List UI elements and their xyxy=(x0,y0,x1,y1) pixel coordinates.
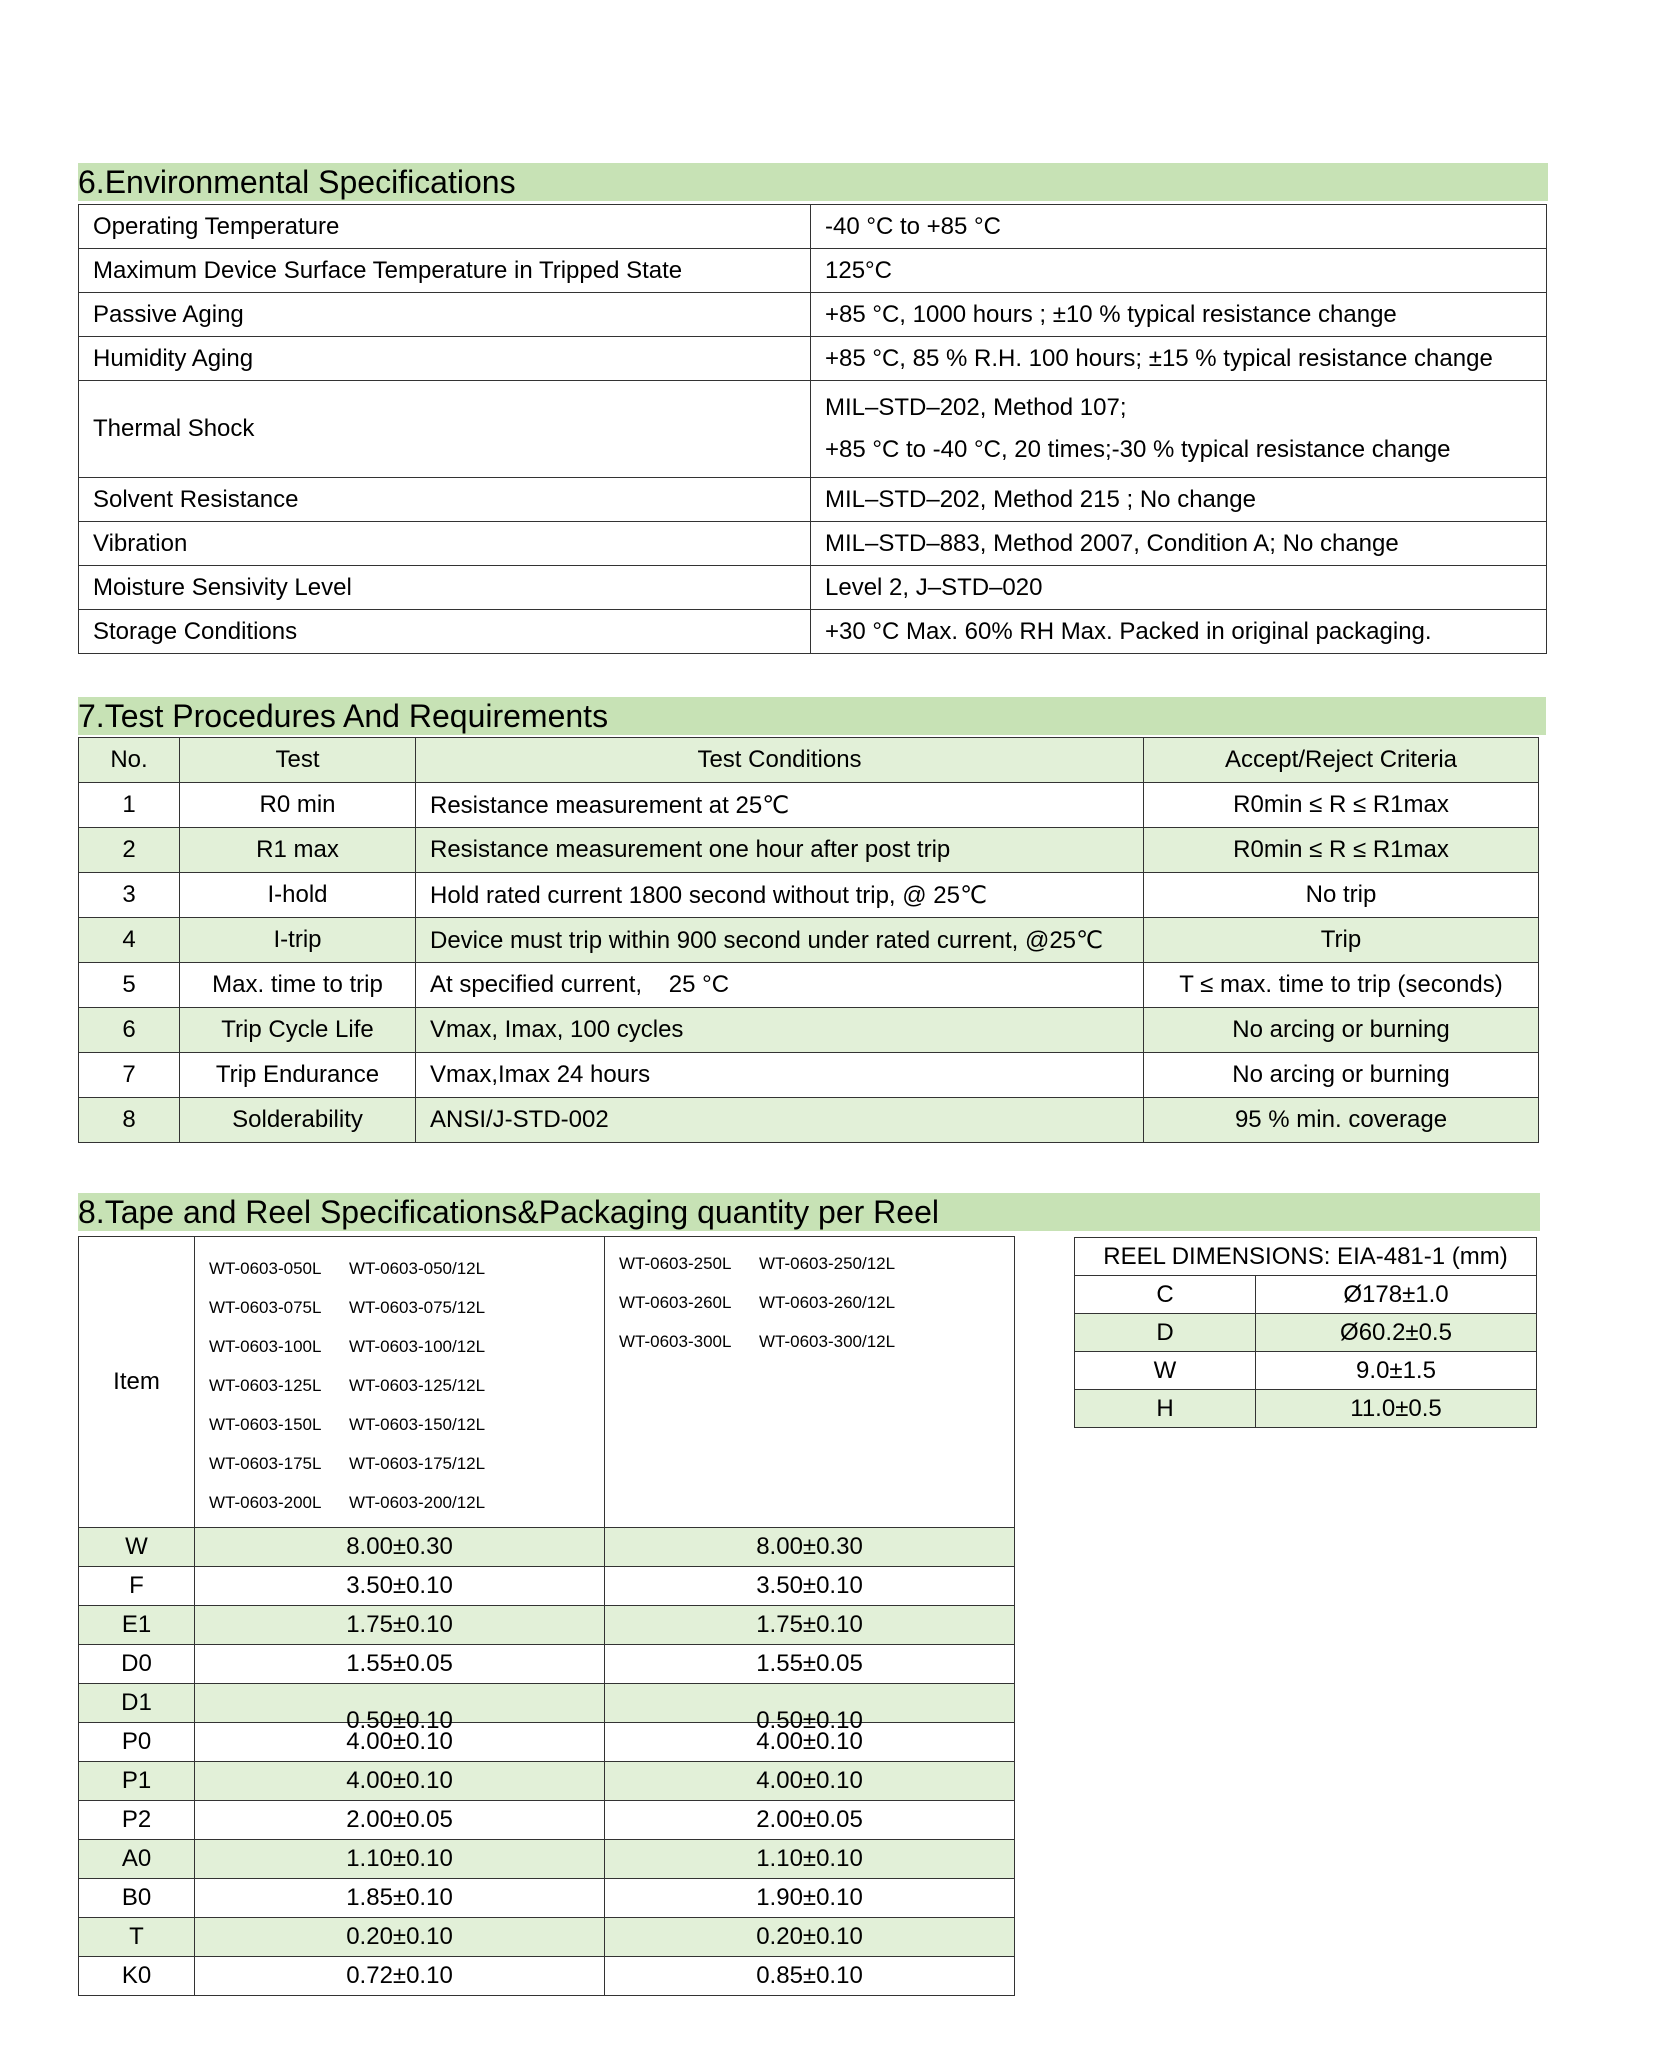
env-spec-table xyxy=(78,204,1547,654)
model-code: WT-0603-300L xyxy=(619,1332,732,1351)
env-param: Vibration xyxy=(79,522,811,566)
model-code: WT-0603-200/12L xyxy=(349,1493,486,1512)
env-value xyxy=(811,381,1547,478)
tape-value-b xyxy=(605,1684,1015,1734)
table-row xyxy=(79,1723,1015,1762)
tape-value-a: 0.72±0.10 xyxy=(195,1957,605,1996)
table-row xyxy=(79,1528,1015,1567)
env-value: Level 2, J–STD–020 xyxy=(811,566,1547,610)
test-criteria: No arcing or burning xyxy=(1144,1008,1539,1053)
table-row xyxy=(79,918,1539,963)
env-param: Humidity Aging xyxy=(79,337,811,381)
table-header-row xyxy=(79,738,1539,783)
test-conditions: At specified current, 25 °C xyxy=(416,963,1144,1008)
test-no: 7 xyxy=(79,1053,180,1098)
column-header-criteria: Accept/Reject Criteria xyxy=(1144,738,1539,783)
env-value: MIL–STD–202, Method 215 ; No change xyxy=(811,478,1547,522)
reel-key: D xyxy=(1075,1314,1256,1352)
table-row xyxy=(79,1053,1539,1098)
test-no: 3 xyxy=(79,873,180,918)
tape-item: P2 xyxy=(79,1801,195,1840)
tape-value-a: 2.00±0.05 xyxy=(195,1801,605,1840)
env-value: -40 °C to +85 °C xyxy=(811,205,1547,249)
reel-dimensions-table xyxy=(1074,1237,1537,1428)
test-name: Trip Endurance xyxy=(180,1053,416,1098)
table-row xyxy=(79,1008,1539,1053)
table-row xyxy=(79,1762,1015,1801)
tape-item: E1 xyxy=(79,1606,195,1645)
model-code: WT-0603-100L xyxy=(209,1337,322,1356)
tape-value-a: 4.00±0.10 xyxy=(195,1723,605,1762)
model-code: WT-0603-075/12L xyxy=(349,1298,486,1317)
test-criteria: R0min ≤ R ≤ R1max xyxy=(1144,828,1539,873)
tape-value-b: 3.50±0.10 xyxy=(605,1567,1015,1606)
table-row xyxy=(1075,1276,1537,1314)
test-conditions: Hold rated current 1800 second without trip, @ 25℃ xyxy=(416,873,1144,918)
model-line xyxy=(209,1444,604,1483)
tape-item: F xyxy=(79,1567,195,1606)
tape-value-b: 1.75±0.10 xyxy=(605,1606,1015,1645)
table-row xyxy=(79,381,1547,478)
env-param: Operating Temperature xyxy=(79,205,811,249)
tape-section-title: 8.Tape and Reel Specifications&Packaging quantity per Reel xyxy=(78,1193,1540,1231)
model-line xyxy=(209,1288,604,1327)
reel-value: 9.0±1.5 xyxy=(1256,1352,1537,1390)
model-line xyxy=(209,1483,604,1522)
table-row xyxy=(79,566,1547,610)
tape-value-a: 1.10±0.10 xyxy=(195,1840,605,1879)
table-row xyxy=(79,522,1547,566)
reel-key: W xyxy=(1075,1352,1256,1390)
table-row xyxy=(79,1606,1015,1645)
tape-value-a: 4.00±0.10 xyxy=(195,1762,605,1801)
table-row xyxy=(1075,1352,1537,1390)
env-param: Maximum Device Surface Temperature in Tripped State xyxy=(79,249,811,293)
table-row xyxy=(79,249,1547,293)
table-row xyxy=(1075,1390,1537,1428)
tape-item: D0 xyxy=(79,1645,195,1684)
table-row xyxy=(79,478,1547,522)
env-value: 125°C xyxy=(811,249,1547,293)
test-name: R1 max xyxy=(180,828,416,873)
tape-value-b: 4.00±0.10 xyxy=(605,1762,1015,1801)
tape-value-b: 0.20±0.10 xyxy=(605,1918,1015,1957)
env-param: Moisture Sensivity Level xyxy=(79,566,811,610)
tape-value-b: 1.55±0.05 xyxy=(605,1645,1015,1684)
model-code: WT-0603-300/12L xyxy=(759,1332,896,1351)
model-list-a xyxy=(195,1237,605,1528)
reel-title: REEL DIMENSIONS: EIA-481-1 (mm) xyxy=(1075,1238,1537,1276)
model-line xyxy=(209,1249,604,1288)
env-param: Storage Conditions xyxy=(79,610,811,654)
test-no: 2 xyxy=(79,828,180,873)
table-row xyxy=(79,1957,1015,1996)
env-value: +85 °C, 1000 hours ; ±10 % typical resistance change xyxy=(811,293,1547,337)
model-code: WT-0603-150/12L xyxy=(349,1415,486,1434)
test-procedures-table xyxy=(78,737,1539,1143)
table-row xyxy=(79,783,1539,828)
test-name: Trip Cycle Life xyxy=(180,1008,416,1053)
test-section-title: 7.Test Procedures And Requirements xyxy=(78,697,1546,735)
tape-value-a: 0.20±0.10 xyxy=(195,1918,605,1957)
reel-key: C xyxy=(1075,1276,1256,1314)
tape-spec-table xyxy=(78,1236,1015,1996)
model-code: WT-0603-100/12L xyxy=(349,1337,486,1356)
model-code: WT-0603-125/12L xyxy=(349,1376,486,1395)
table-row xyxy=(1075,1314,1537,1352)
reel-value: Ø178±1.0 xyxy=(1256,1276,1537,1314)
env-value: MIL–STD–883, Method 2007, Condition A; No change xyxy=(811,522,1547,566)
table-row xyxy=(79,963,1539,1008)
test-name: Solderability xyxy=(180,1098,416,1143)
column-header-conditions: Test Conditions xyxy=(416,738,1144,783)
test-name: I-trip xyxy=(180,918,416,963)
test-criteria: No arcing or burning xyxy=(1144,1053,1539,1098)
tape-item: P0 xyxy=(79,1723,195,1762)
tape-item: D1 xyxy=(79,1684,195,1723)
model-code: WT-0603-250L xyxy=(619,1254,732,1273)
table-row xyxy=(79,1879,1015,1918)
column-header-test: Test xyxy=(180,738,416,783)
model-code: WT-0603-050L xyxy=(209,1259,322,1278)
tape-value-b: 1.90±0.10 xyxy=(605,1879,1015,1918)
table-row xyxy=(79,337,1547,381)
table-row xyxy=(79,610,1547,654)
tape-value-b: 8.00±0.30 xyxy=(605,1528,1015,1567)
table-row xyxy=(79,1684,1015,1723)
test-name: Max. time to trip xyxy=(180,963,416,1008)
model-code: WT-0603-150L xyxy=(209,1415,322,1434)
model-list-b xyxy=(605,1237,1015,1528)
env-param: Thermal Shock xyxy=(79,381,811,478)
test-conditions: Resistance measurement one hour after post trip xyxy=(416,828,1144,873)
test-conditions: Resistance measurement at 25℃ xyxy=(416,783,1144,828)
test-criteria: No trip xyxy=(1144,873,1539,918)
table-row xyxy=(79,1098,1539,1143)
table-row xyxy=(79,1840,1015,1879)
env-param: Solvent Resistance xyxy=(79,478,811,522)
env-value-line: MIL–STD–202, Method 107; xyxy=(825,394,1127,421)
test-criteria: R0min ≤ R ≤ R1max xyxy=(1144,783,1539,828)
column-header-no: No. xyxy=(79,738,180,783)
test-conditions: Vmax, Imax, 100 cycles xyxy=(416,1008,1144,1053)
table-row xyxy=(79,1918,1015,1957)
env-value-line: +85 °C to -40 °C, 20 times;-30 % typical resistance change xyxy=(825,436,1451,463)
test-conditions: ANSI/J-STD-002 xyxy=(416,1098,1144,1143)
reel-value: 11.0±0.5 xyxy=(1256,1390,1537,1428)
test-criteria: T ≤ max. time to trip (seconds) xyxy=(1144,963,1539,1008)
test-no: 1 xyxy=(79,783,180,828)
model-line xyxy=(209,1366,604,1405)
model-code: WT-0603-175L xyxy=(209,1454,322,1473)
reel-title-row xyxy=(1075,1238,1537,1276)
tape-item: W xyxy=(79,1528,195,1567)
model-line xyxy=(619,1244,1014,1283)
test-criteria: Trip xyxy=(1144,918,1539,963)
table-row xyxy=(79,293,1547,337)
tape-item: A0 xyxy=(79,1840,195,1879)
clipped-value: 0.50±0.10 xyxy=(346,1707,453,1734)
model-line xyxy=(209,1327,604,1366)
test-no: 5 xyxy=(79,963,180,1008)
model-code: WT-0603-175/12L xyxy=(349,1454,486,1473)
item-label: Item xyxy=(79,1237,195,1528)
tape-value-a xyxy=(195,1684,605,1734)
test-no: 8 xyxy=(79,1098,180,1143)
test-name: R0 min xyxy=(180,783,416,828)
env-param: Passive Aging xyxy=(79,293,811,337)
tape-value-a: 8.00±0.30 xyxy=(195,1528,605,1567)
table-row xyxy=(79,1567,1015,1606)
env-value: +30 °C Max. 60% RH Max. Packed in original packaging. xyxy=(811,610,1547,654)
tape-item: T xyxy=(79,1918,195,1957)
tape-value-b: 1.10±0.10 xyxy=(605,1840,1015,1879)
model-code: WT-0603-125L xyxy=(209,1376,322,1395)
model-line xyxy=(209,1405,604,1444)
env-section-title: 6.Environmental Specifications xyxy=(78,163,1548,201)
test-criteria: 95 % min. coverage xyxy=(1144,1098,1539,1143)
model-code: WT-0603-260/12L xyxy=(759,1293,896,1312)
model-line xyxy=(619,1283,1014,1322)
tape-item: B0 xyxy=(79,1879,195,1918)
table-row xyxy=(79,873,1539,918)
table-row xyxy=(79,828,1539,873)
tape-value-b: 4.00±0.10 xyxy=(605,1723,1015,1762)
tape-value-a: 3.50±0.10 xyxy=(195,1567,605,1606)
tape-value-a: 1.55±0.05 xyxy=(195,1645,605,1684)
tape-value-a: 1.85±0.10 xyxy=(195,1879,605,1918)
model-code: WT-0603-075L xyxy=(209,1298,322,1317)
tape-value-b: 0.85±0.10 xyxy=(605,1957,1015,1996)
env-value: +85 °C, 85 % R.H. 100 hours; ±15 % typical resistance change xyxy=(811,337,1547,381)
test-conditions: Device must trip within 900 second under rated current, @25℃ xyxy=(416,918,1144,963)
clipped-value: 0.50±0.10 xyxy=(756,1707,863,1734)
table-row xyxy=(79,1801,1015,1840)
model-code: WT-0603-250/12L xyxy=(759,1254,896,1273)
reel-value: Ø60.2±0.5 xyxy=(1256,1314,1537,1352)
tape-value-b: 2.00±0.05 xyxy=(605,1801,1015,1840)
table-row xyxy=(79,1645,1015,1684)
tape-value-a: 1.75±0.10 xyxy=(195,1606,605,1645)
reel-key: H xyxy=(1075,1390,1256,1428)
model-code: WT-0603-200L xyxy=(209,1493,322,1512)
test-conditions: Vmax,Imax 24 hours xyxy=(416,1053,1144,1098)
model-code: WT-0603-260L xyxy=(619,1293,732,1312)
model-line xyxy=(619,1322,1014,1361)
test-no: 6 xyxy=(79,1008,180,1053)
model-code: WT-0603-050/12L xyxy=(349,1259,486,1278)
test-no: 4 xyxy=(79,918,180,963)
models-row xyxy=(79,1237,1015,1528)
table-row xyxy=(79,205,1547,249)
test-name: I-hold xyxy=(180,873,416,918)
tape-item: K0 xyxy=(79,1957,195,1996)
tape-item: P1 xyxy=(79,1762,195,1801)
